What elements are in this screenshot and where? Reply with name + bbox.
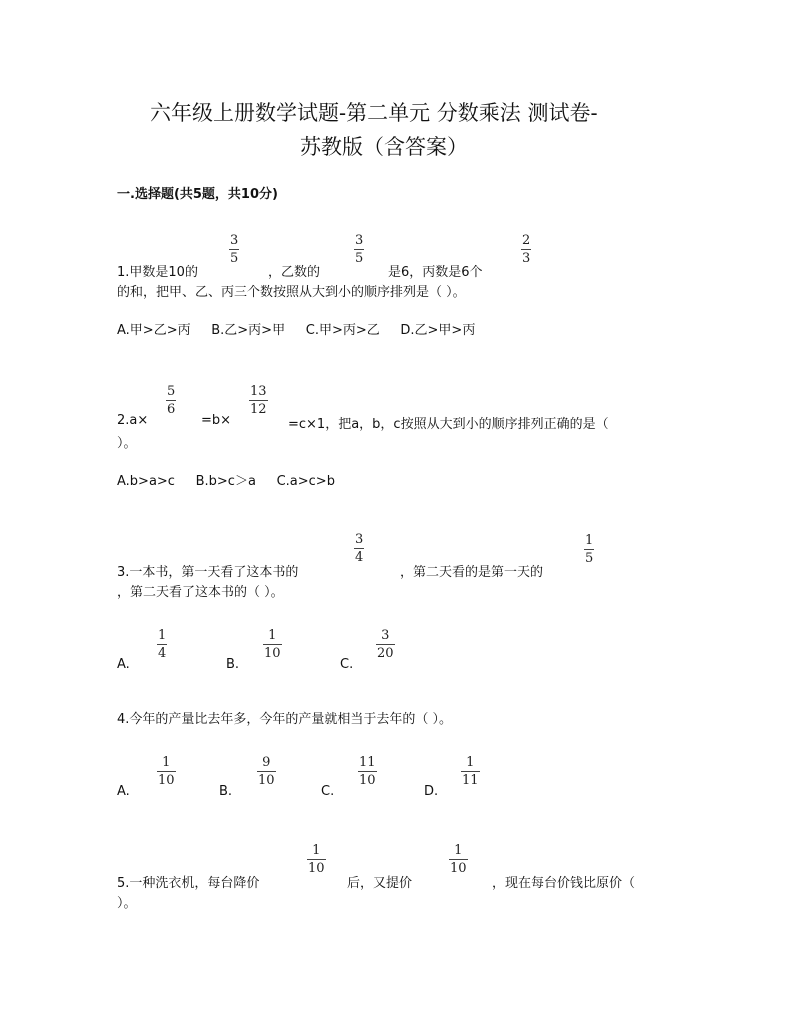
q3-text-line2: ，第二天看了这本书的（ ）。 [117, 585, 284, 600]
q4-text: 4.今年的产量比去年多，今年的产量就相当于去年的（ ）。 [117, 712, 453, 727]
q3-fraction-1 [354, 532, 364, 565]
q5-text-part3: ，现在每台价钱比原价（ [492, 876, 636, 891]
section-heading: 一.选择题(共5题，共10分) [117, 187, 278, 202]
fraction-bar [257, 771, 276, 772]
q3-option-b-label: B. [226, 657, 240, 672]
q5-text-part1: 5.一种洗衣机，每台降价 [117, 876, 260, 891]
denominator: 5 [230, 251, 239, 266]
denominator: 10 [258, 773, 275, 788]
q3-option-b-fraction [263, 628, 282, 661]
q1-fraction-1 [229, 233, 239, 266]
fraction-bar [157, 644, 167, 645]
q2-fraction-2 [249, 384, 268, 417]
q1-text-part2: ，乙数的 [268, 265, 321, 280]
fraction-bar [376, 644, 395, 645]
q1-fraction-2 [354, 233, 364, 266]
numerator: 1 [466, 755, 475, 770]
fraction-bar [449, 859, 468, 860]
q2-text-part3: =c×1，把a，b，c按照从大到小的顺序排列正确的是（ [288, 417, 609, 432]
q4-option-c-label: C. [321, 784, 335, 799]
q1-text-line2: 的和，把甲、乙、丙三个数按照从大到小的顺序排列是（ ）。 [117, 285, 466, 300]
fraction-bar [263, 644, 282, 645]
denominator: 4 [355, 550, 364, 565]
q3-option-a-label: A. [117, 657, 130, 672]
q4-option-a-fraction [157, 755, 176, 788]
q2-text-line2: ）。 [117, 436, 137, 451]
q1-text-part3: 是6，丙数是6个 [388, 265, 483, 280]
numerator: 5 [167, 384, 176, 399]
numerator: 1 [585, 533, 594, 548]
document-title-line1: 六年级上册数学试题-第二单元 分数乘法 测试卷- [150, 101, 598, 125]
denominator: 4 [158, 646, 167, 661]
fraction-bar [354, 249, 364, 250]
q4-option-b-fraction [257, 755, 276, 788]
denominator: 10 [359, 773, 376, 788]
denominator: 5 [355, 251, 364, 266]
q4-option-d-fraction [461, 755, 480, 788]
denominator: 10 [158, 773, 175, 788]
q3-option-a-fraction [157, 628, 167, 661]
denominator: 10 [450, 861, 467, 876]
numerator: 3 [230, 233, 239, 248]
denominator: 3 [522, 251, 531, 266]
q2-text-part1: 2.a× [117, 413, 149, 428]
q3-option-c-label: C. [340, 657, 354, 672]
fraction-bar [249, 400, 268, 401]
q3-option-c-fraction [376, 628, 395, 661]
numerator: 3 [381, 628, 390, 643]
denominator: 6 [167, 402, 176, 417]
q5-fraction-2 [449, 843, 468, 876]
numerator: 1 [268, 628, 277, 643]
fraction-bar [229, 249, 239, 250]
q4-option-d-label: D. [424, 784, 439, 799]
q2-text-part2: =b× [201, 413, 232, 428]
numerator: 1 [454, 843, 463, 858]
q3-text-part1: 3.一本书，第一天看了这本书的 [117, 565, 299, 580]
numerator: 1 [162, 755, 171, 770]
fraction-bar [354, 548, 364, 549]
denominator: 10 [264, 646, 281, 661]
document-title-line2: 苏教版（含答案） [300, 135, 468, 159]
numerator: 11 [359, 755, 376, 770]
numerator: 2 [522, 233, 531, 248]
denominator: 10 [308, 861, 325, 876]
q2-fraction-1 [166, 384, 176, 417]
q5-text-part2: 后，又提价 [347, 876, 413, 891]
numerator: 13 [250, 384, 267, 399]
fraction-bar [157, 771, 176, 772]
q4-option-b-label: B. [219, 784, 233, 799]
q1-fraction-3 [521, 233, 531, 266]
q5-fraction-1 [307, 843, 326, 876]
q4-option-a-label: A. [117, 784, 130, 799]
fraction-bar [521, 249, 531, 250]
q3-text-part2: ，第二天看的是第一天的 [400, 565, 544, 580]
numerator: 1 [158, 628, 167, 643]
numerator: 3 [355, 233, 364, 248]
fraction-bar [166, 400, 176, 401]
fraction-bar [358, 771, 377, 772]
q4-option-c-fraction [358, 755, 377, 788]
q3-fraction-2 [584, 533, 594, 566]
denominator: 11 [462, 773, 479, 788]
numerator: 1 [312, 843, 321, 858]
denominator: 12 [250, 402, 267, 417]
numerator: 9 [262, 755, 271, 770]
denominator: 20 [377, 646, 394, 661]
q2-options: A.b>a>c B.b>c＞a C.a>c>b [117, 474, 335, 489]
q5-text-line2: ）。 [117, 896, 137, 911]
denominator: 5 [585, 551, 594, 566]
fraction-bar [584, 549, 594, 550]
q1-options: A.甲>乙>丙 B.乙>丙>甲 C.甲>丙>乙 D.乙>甲>丙 [117, 323, 476, 338]
fraction-bar [461, 771, 480, 772]
q1-text-part1: 1.甲数是10的 [117, 265, 198, 280]
numerator: 3 [355, 532, 364, 547]
fraction-bar [307, 859, 326, 860]
